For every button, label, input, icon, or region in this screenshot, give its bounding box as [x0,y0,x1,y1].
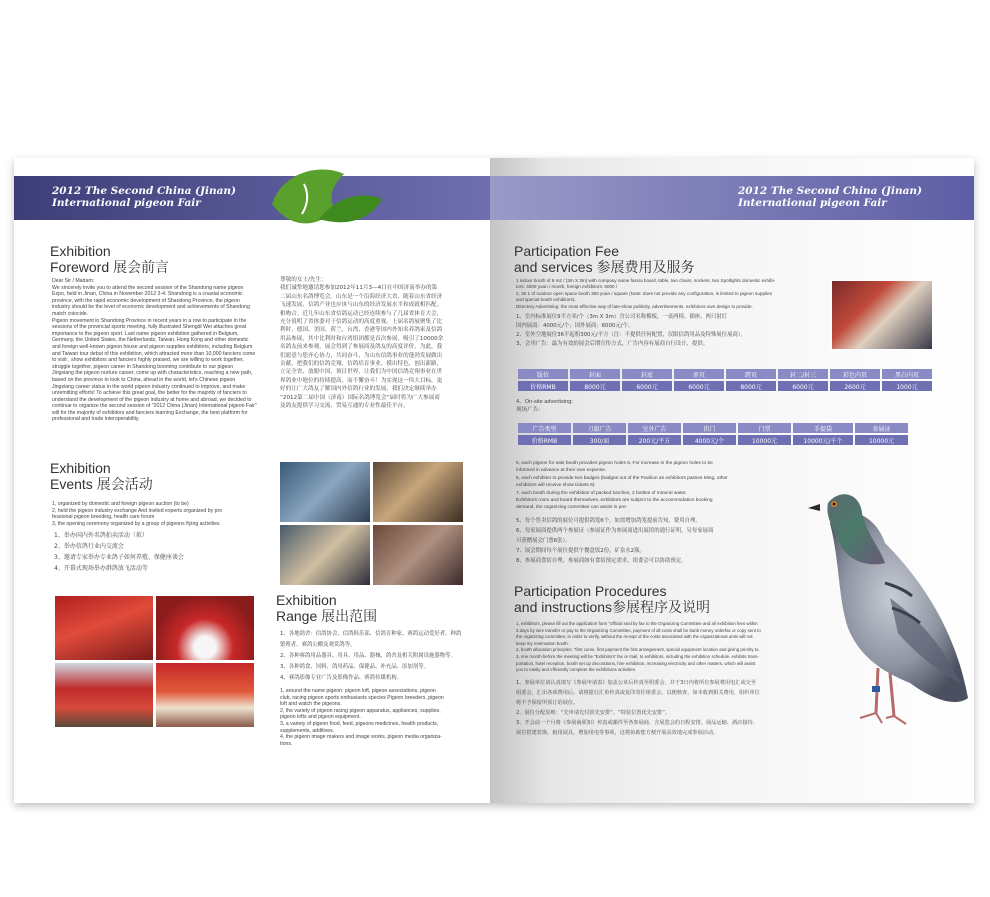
fee-title: Participation Fee and services 参展费用及服务 [514,243,695,275]
procedures-title: Participation Procedures and instructions参展程序及说明 [514,583,711,615]
ad-price-table: 版位 封面 封底 扉页 跨页 封二/封三 彩色内页 黑白内页 价格RMB 8000元 6000元 6000元 8000元 6000元 2600元 1000元 [516,367,934,393]
header-title-left [52,185,236,209]
events-title: Exhibition Events 展会活动 [50,460,153,492]
photo-visitors [372,461,464,523]
photo-booth-2 [279,524,371,586]
header-title-line2: International pigeon Fair [52,197,201,209]
photo-booth-3 [372,524,464,586]
event-photo-stage [54,662,154,728]
fee-more-en-text: 5, each pigeon for sale booth provides pigeon holes 6, For increase in the pigeon holes to be informed in advance at their own expense. 6, each exhibitor to provide two badges (badges out of the Pavilion as exhibitors passes Ming, other exhibitors will receive show tickets 6). 7, each booth during the exhibition of packed lunches, 2 bottles of mineral water. Exhibitors room and board themselves, exhibitors are subject to the accommodation booking demand, the organizing committee can assist in pre- [516,461,728,511]
procedures-cn-text: 1、参展单位请认真填写《参展申请表》加盖公章后传真至组委会，并于3日内将所有参展费用电汇或交至 组委会，汇出各项费用后，请将银行汇单传真或复印寄往组委会，以便核查，如未收到相关费用，组织单位 将不予保留所预订的展位。 2、展位分配原则：“先申请先付款先安排”、“特装位置优先安排”。 3、开会前一个月将《参展商须知》传真或邮件至各参展商，含展览会的日程安排、展品运输、酒店接待、 展位搭建装饰，租用展具，增加用电等事项，这将协助您方便开展高效地完成参展活动。 [516,680,760,736]
foreword-title: Exhibition Foreword 展会前言 [50,243,170,275]
fair-photo [831,280,933,350]
right-page [490,158,974,803]
range-cn-text: 1、各地鸽舍：信鸽协会、信鸽俱乐部、信鸽育种家、赛鸽运动爱好者、种鸽 繁殖者、赛鸽公棚及观赏鸽等。 2、各种赛鸽用品器具、用具、用品、器械、鸽舍及相关附属设施器物等。 3、各种鸽食、饲料、鸽用药品、保健品、补充品、添加剂等。 4、赛鸽影像专业广告及影像作品、赛鸽传媒机构。 [280,631,462,681]
event-photo-ribbon [155,662,255,728]
header-title-right: 2012 The Second China (Jinan) International pigeon Fair [738,185,922,209]
header-banner-right [490,176,974,220]
photo-booth-1 [279,461,371,523]
onsite-price-table: 广告类型 刀旗广告 室外广告 拱门 门票 手提袋 参展证 价格RMB 300/面 200元/平方 4000元/个 10000元 10000元/千个 10000元 [516,421,910,447]
procedures-en-text: 1, exhibitors, please fill out the application form "official seal by fax to the Organizing Committee and all exhibition fees within 3 days by wire transfer or pay to the Organizing Committee, payment of all costs shall be bank money orderfax or copy sent to the organizing committee, in order to verify, without the receipt of the costs associated with the organizational units will not keep my reservation booth. 2, booth allocation principles: "first come, first payment the first arrangement, special equipment location and giving priority to. 3, one month before the meeting will be "Exhibitors' fax or mail, to exhibitors, including the exhibition schedule, exhibits trans- portation, hotel reception, booth set up decorations, hire exhibition, increasing electricity and other matters, which will assist you to easily and efficiently complete the exhibitions activities. [516,621,761,673]
event-photo-ceremony [54,595,154,661]
range-en-text: 1, around the name pigeon: pigeon loft, pigeon associations, pigeon club, racing pigeon sports enthusiasts species Pigeon breeders, pigeon loft and watch the pigeons. 2, the variety of pigeon racing pigeon apparatus, appliances, supplies, pigeon lofts and pigeon equipment. 3, a variety of pigeon food, feed, pigeons medicines, health products, supplements, additives. 4, the pigeon image makers and image works, pigeon media organiza- tions. [280,688,444,747]
green-leaf-logo [264,164,384,234]
event-photo-arch [155,595,255,661]
fee-more-cn-text: 5、每个售卖信鸽的展位可提供鸽笼6个，如需增加鸽笼提前告知，费用自理。 6、每家展商提供两个参展证（参展证作为参展商进出展馆的通行证明，另每家展商 可获赠展会门票6张）。 7、展会期间每个展位提供午餐盒饭2份，矿泉水2瓶。 8、参展商食宿自理，参展商如有食宿预定需求，组委会可以协助预定。 [516,518,714,564]
foreword-cn-text: 尊敬的女士/先生： 我们诚挚地邀请您参加2012年11月3—4日在中国济南举办的第 二届山东名鸽博览会。山东是一个沿海经济大省，随着山东省经济 飞速发展，信鸽产业也应该与山东的经济发展水平和成就相匹配。 相吻合。近几年山东省信鸽运动已经连续参与了几届省体育大会， 充分说明了省体委对于信鸽运动的高度重视。上届名鸽展聚集了比 利时、德国、美国、荷兰、台湾、香港等国内外知名养鸽家及信鸽 用品参展，其中比利时和台湾组团都是首次参展，吸引了10000余 名鸽友前来参观，展会得到了参展商及鸽友的高度评价，为此，我 们愿意与您齐心协力，共同奋斗，为山东信鸽事业的蓬勃发展做出 贡献，把我们的信鸽竞翔、信鸽培育事业，摸出特色，创出新路， 立足全省，放眼中国，领目世界，让我们为中国信鸽竞翔事业在世 界鸽业中地位的持续提高，而不懈奋斗！为实现这一伟大目标，更 好的让广大鸽友了解国内外信鸽行业的发展，我们决定继续举办 “2012第二届中国（济南）国际名鸽博览会”届时将为广大参展商 及鸽友提供学习交流、贸易互通的专业性最佳平台。 [280,277,444,410]
range-title: Exhibition Range 展出范围 [276,592,378,624]
events-en-text: 1, organized by domestic and foreign pigeon auction (to be) 2, held the pigeon industry exchange And invited experts organized by pro fessional pigeon breeding, health care forum 3, the opening ceremony organized by a group of pigeons flying activities [52,501,223,527]
pigeon-image [790,468,970,768]
events-cn-text: 1、举办国内外名鸽拍卖活动（拟） 2、举办信鸽行业内交流会 3、邀请专家举办专业鸽子如何养殖、保健座谈会 4、开幕式现场举办群鸽放飞活动等 [54,532,184,572]
onsite-label: 4、On-site advertising: 现场广告： [516,399,573,413]
header-banner-left [14,176,490,220]
foreword-en-text: Dear Sir / Madam: We sincerely invite you to attend the second session of the Shandong name pigeon Expo, held in Jinan, China in November 2012 3-4. Shandong is a coastal economic province, with the rapid economic development of Shandong Province, the pigeon industry should be the level of economic development and achievements of Shandong match coincide. Pigeon movement in Shandong Province in recent years in a row to participate in the sessions of the provincial sports meeting, fully illustrated Shengdi Wei attaches great importance to the pigeon sport. Last name pigeon exhibition gathered in Belgium, Germany, the United States, the Netherlands, Taiwan, Hong Kong and other domestic and foreign well-known pigeon house and pigeon supplies exhibitors, including Belgium and Taiwan tour debut of this exhibition, which attracted more than 10,000 fanciers come to visit , show exhibitors and fanciers highly praised, we are willing to work together, struggle together, pigeon career in Shandong booming contribute to our pigeon Jingxiang the pigeon nurture career, come up with characteristics, reaching a new path, based on the province to look to China, ahead in the world, let's Chinese pigeon Jingxiang career status in the world pigeon industry continued to improve, and make unremitting efforts! To achieve this great goal, the better for the majority of fanciers to understand the development of the pigeon industry at home and abroad, we decided to continue to organize the second session of "2012 China (Jinan) International pigeon Fair" will for the majority of exhibitors and fanciers learning Exchange, the best platform for professional and trade interoperability. [52,278,257,423]
header-title-line1: 2012 The Second China (Jinan) [52,185,236,197]
brochure-spread [14,158,974,803]
left-page [14,158,490,803]
fee-en-text: 1 indoor booth of 9 m2 / (3m X 3m) with company name fascia board, table, two chairs, sockets, two Spotlights domestic exhibi- tors: 4000 yuan / month, foreign exhibitors: 6000 / 2, 36 1 of outdoor open space booth 300 yuan / square (Note: does not provide any configuration, is limited to pigeon supplies and special booth exhibitors). Directory Advertising: the most effective way of late-show publicity, advertisements, exhibitors own design to provide. [516,278,776,309]
fee-cn-text: 1、室内标准展位9平方米/个（3m X 3m）含公司名称楣板，一桌两椅、插座、两只射灯 国内展商：4000元/个；国外展商：6000元/个。 2、室外空地展位36平起租300元/平方（注：不提供任何配置，仅限信鸽用品及特殊展位展商）。 3、会刊广告：最为有效的展会后期宣传方式，广告内容有展商自行设计、提供。 [516,314,746,347]
